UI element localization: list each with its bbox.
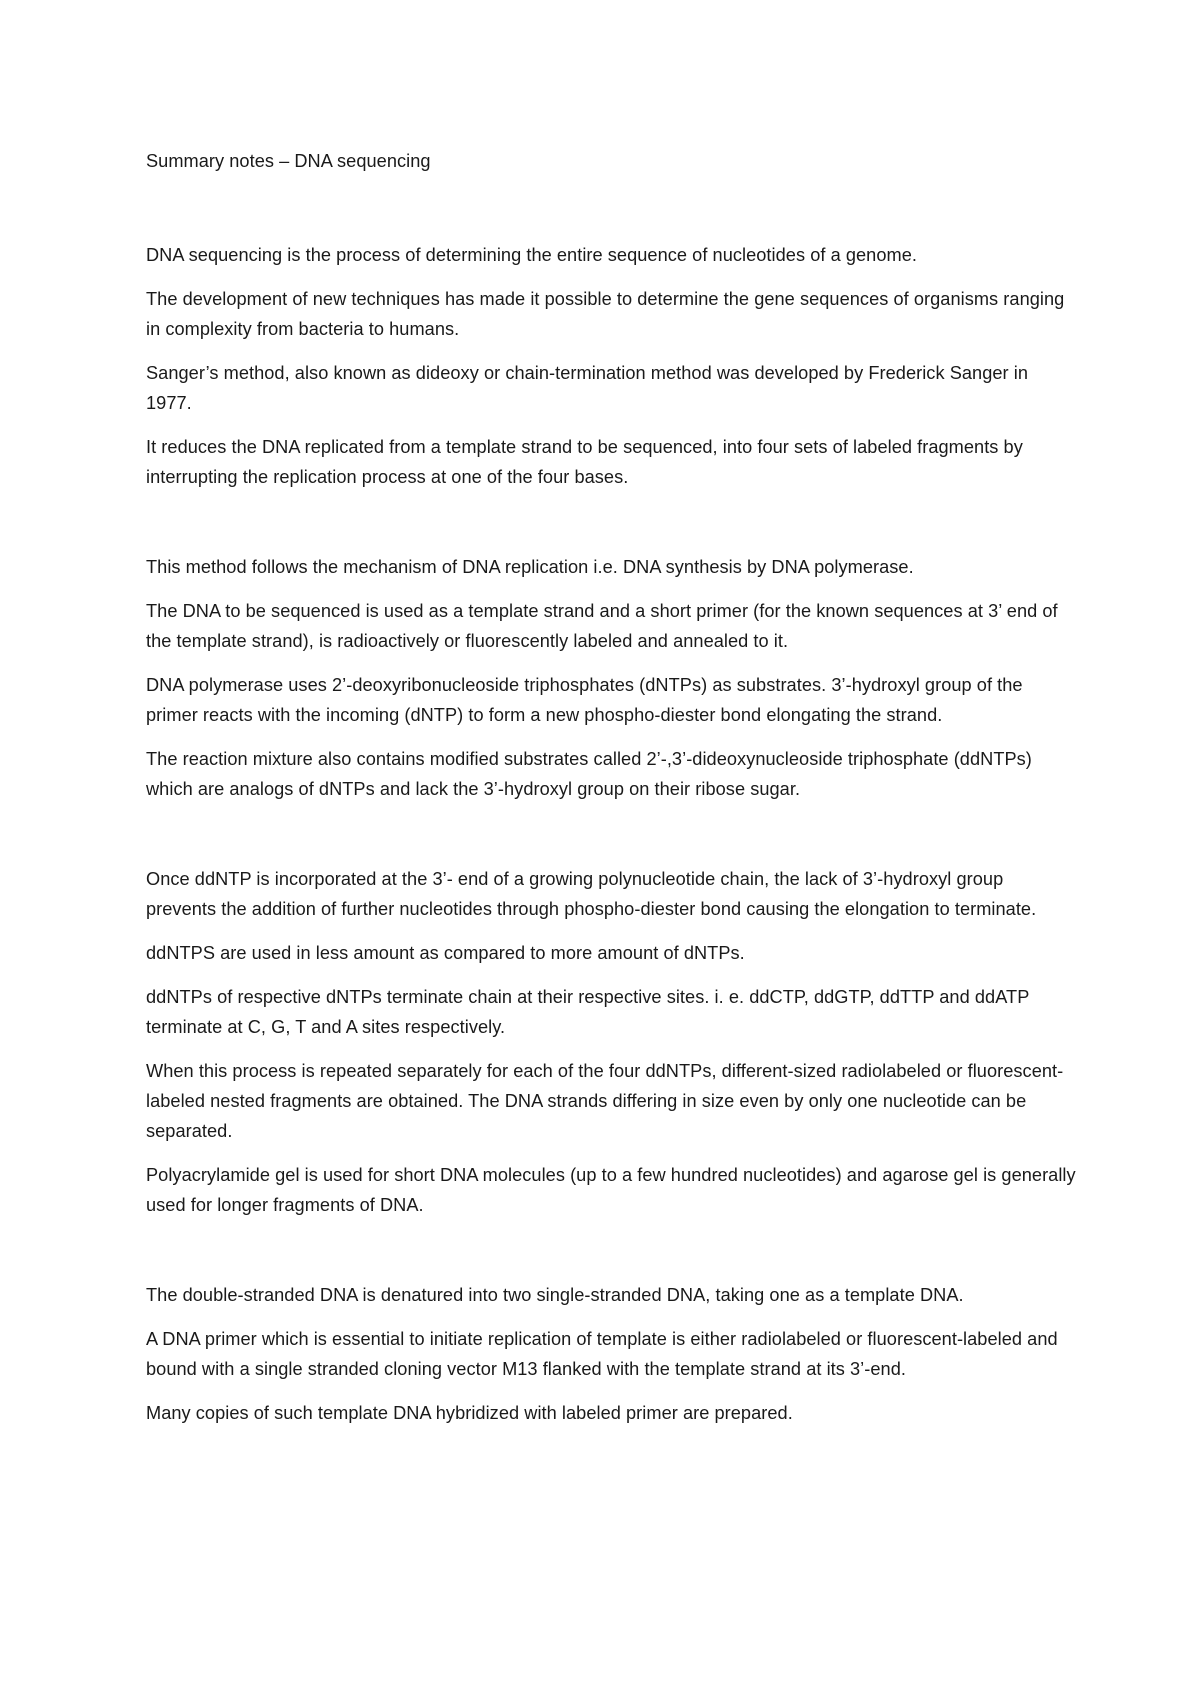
document-content [146,146,1076,1442]
paragraph: ddNTPs of respective dNTPs terminate chain at their respective sites. i. e. ddCTP, ddGTP, ddTTP and ddATP terminate at C, G, T and A sites respectively. [146,987,1030,1037]
paragraph: This method follows the mechanism of DNA replication i.e. DNA synthesis by DNA polymerase. [146,557,914,577]
paragraph: Many copies of such template DNA hybridized with labeled primer are prepared. [146,1403,793,1423]
section-2 [146,552,1076,804]
paragraph: A DNA primer which is essential to initiate replication of template is either radiolabeled or fluorescent-labeled and bound with a single stranded cloning vector M13 flanked with the template strand at its 3’-end. [146,1329,1058,1379]
paragraph: It reduces the DNA replicated from a template strand to be sequenced, into four sets of labeled fragments by interrupting the replication process at one of the four bases. [146,437,1023,487]
section-4 [146,1280,1076,1428]
paragraph: DNA polymerase uses 2’-deoxyribonucleoside triphosphates (dNTPs) as substrates. 3’-hydroxyl group of the primer reacts with the incoming (dNTP) to form a new phospho-diester bond elongating the strand. [146,675,1023,725]
section-1 [146,240,1076,492]
paragraph: Once ddNTP is incorporated at the 3’- end of a growing polynucleotide chain, the lack of 3’-hydroxyl group prevents the addition of further nucleotides through phospho-diester bond causing the elongation to terminate. [146,869,1037,919]
document-title: Summary notes – DNA sequencing [146,151,431,171]
paragraph: Sanger’s method, also known as dideoxy or chain-termination method was developed by Frederick Sanger in 1977. [146,363,1029,413]
section-3 [146,864,1076,1220]
paragraph: ddNTPS are used in less amount as compared to more amount of dNTPs. [146,943,745,963]
paragraph: The reaction mixture also contains modified substrates called 2’-,3’-dideoxynucleoside triphosphate (ddNTPs) which are analogs of dNTPs and lack the 3’-hydroxyl group on their ribose sugar. [146,749,1032,799]
paragraph: The DNA to be sequenced is used as a template strand and a short primer (for the known sequences at 3’ end of the template strand), is radioactively or fluorescently labeled and annealed to it. [146,601,1058,651]
paragraph: The double-stranded DNA is denatured into two single-stranded DNA, taking one as a template DNA. [146,1285,964,1305]
paragraph: The development of new techniques has made it possible to determine the gene sequences of organisms ranging in complexity from bacteria to humans. [146,289,1065,339]
paragraph: Polyacrylamide gel is used for short DNA molecules (up to a few hundred nucleotides) and agarose gel is generally used for longer fragments of DNA. [146,1165,1076,1215]
paragraph: When this process is repeated separately for each of the four ddNTPs, different-sized radiolabeled or fluorescent-labeled nested fragments are obtained. The DNA strands differing in size even by only one nucleotide can be separated. [146,1061,1064,1141]
paragraph: DNA sequencing is the process of determining the entire sequence of nucleotides of a genome. [146,245,917,265]
